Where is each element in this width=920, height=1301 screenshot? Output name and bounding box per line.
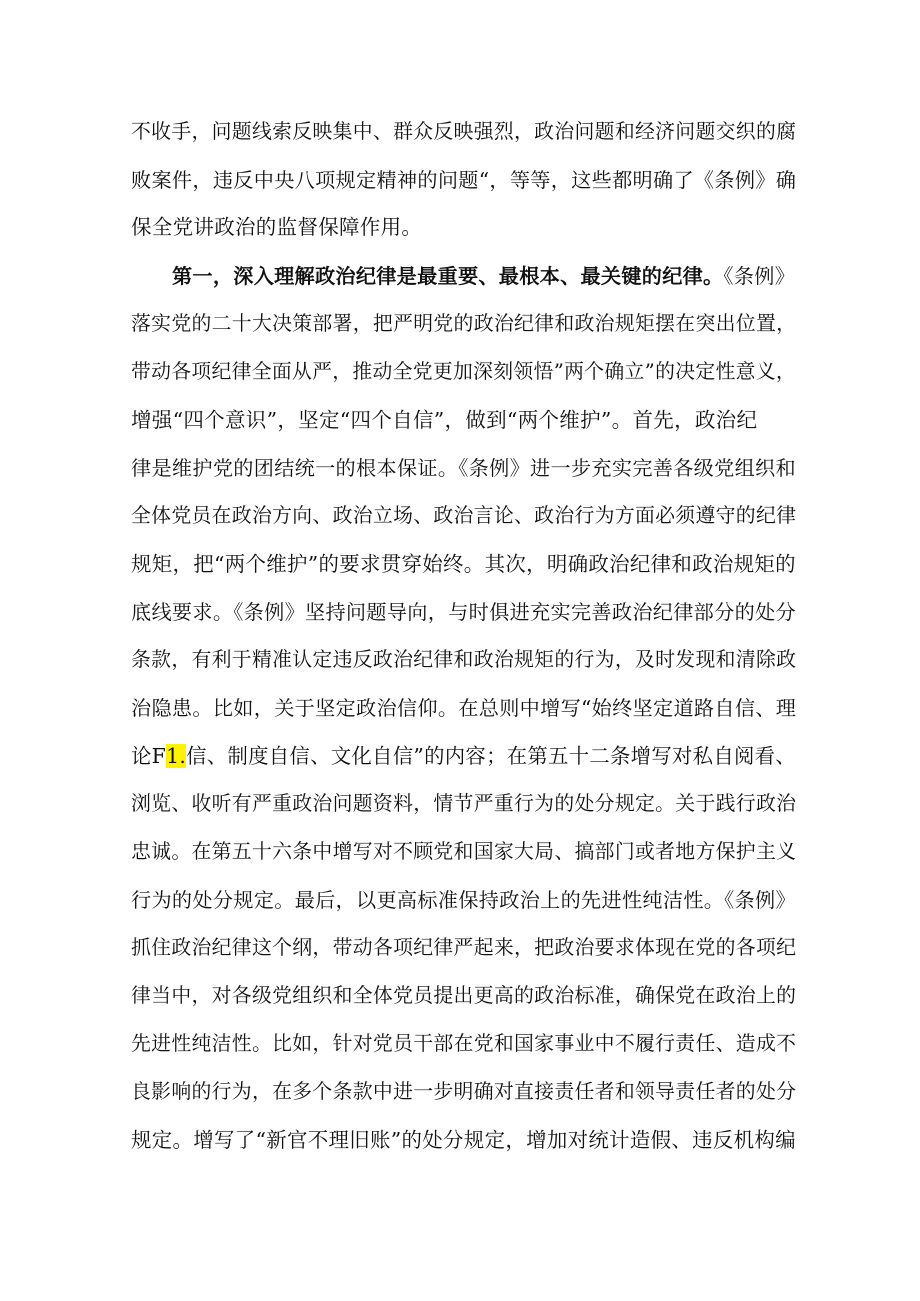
text-line: 不收手，问题线索反映集中、群众反映强烈，政治问题和经济问题交织的腐 — [131, 120, 797, 143]
text-line: 先进性纯洁性。比如，针对党员干部在党和国家事业中不履行责任、造成不 — [131, 1032, 797, 1055]
text-line: 良影响的行为，在多个条款中进一步明确对直接责任者和领导责任者的处分 — [131, 1080, 797, 1103]
text-line: 规定。增写了“新官不理旧账”的处分规定，增加对统计造假、违反机构编 — [131, 1128, 796, 1152]
highlight-mark: 1. — [166, 744, 187, 768]
text-line: 行为的处分规定。最后，以更高标准保持政治上的先进性纯洁性。《条例》 — [131, 888, 796, 912]
text-line: 浏览、收听有严重政治问题资料，情节严重行为的处分规定。关于践行政治 — [131, 792, 797, 815]
text-line: 律是维护党的团结统一的根本保证。《条例》进一步充实完善各级党组织和 — [131, 456, 796, 480]
text-line: 增强“四个意识”，坚定“四个自信”，做到“两个维护”。首先，政治纪 — [131, 408, 758, 432]
text-line: 治隐患。比如，关于坚定政治信仰。在总则中增写“始终坚定道路自信、理 — [131, 696, 797, 720]
text-fragment: 论F — [131, 744, 167, 768]
text-line: 全体党员在政治方向、政治立场、政治言论、政治行为方面必须遵守的纪律 — [131, 504, 797, 527]
lead-rest: 《条例》 — [723, 264, 796, 288]
text-line: 规矩，把“两个维护”的要求贯穿始终。其次，明确政治纪律和政治规矩的 — [131, 552, 796, 576]
text-line: 条款，有利于精准认定违反政治纪律和政治规矩的行为，及时发现和清除政 — [131, 648, 797, 671]
text-line: 保全党讲政治的监督保障作用。 — [131, 215, 423, 239]
text-line: 忠诚。在第五十六条中增写对不顾党和国家大局、搞部门或者地方保护主义 — [131, 840, 797, 863]
paragraph-lead — [172, 263, 795, 289]
text-line: 律当中，对各级党组织和全体党员提出更高的政治标准，确保党在政治上的 — [131, 984, 797, 1007]
text-line: 落实党的二十大决策部署，把严明党的政治纪律和政治规矩摆在突出位置， — [131, 312, 797, 335]
text-fragment: 信、制度自信、文化自信”的内容；在第五十二条增写对私自阅看、 — [186, 744, 796, 768]
bold-heading: 第一，深入理解政治纪律是最重要、最根本、最关键的纪律。 — [172, 264, 724, 288]
text-line: 带动各项纪律全面从严，推动全党更加深刻领悟”两个确立”的决定性意义， — [131, 360, 796, 383]
text-line-with-highlight — [131, 743, 796, 769]
text-line: 底线要求。《条例》坚持问题导向，与时俱进充实完善政治纪律部分的处分 — [131, 600, 796, 624]
text-line: 抓住政治纪律这个纲，带动各项纪律严起来，把政治要求体现在党的各项纪 — [131, 936, 797, 959]
text-line: 败案件，违反中央八项规定精神的问题“，等等，这些都明确了《条例》确 — [131, 168, 797, 192]
